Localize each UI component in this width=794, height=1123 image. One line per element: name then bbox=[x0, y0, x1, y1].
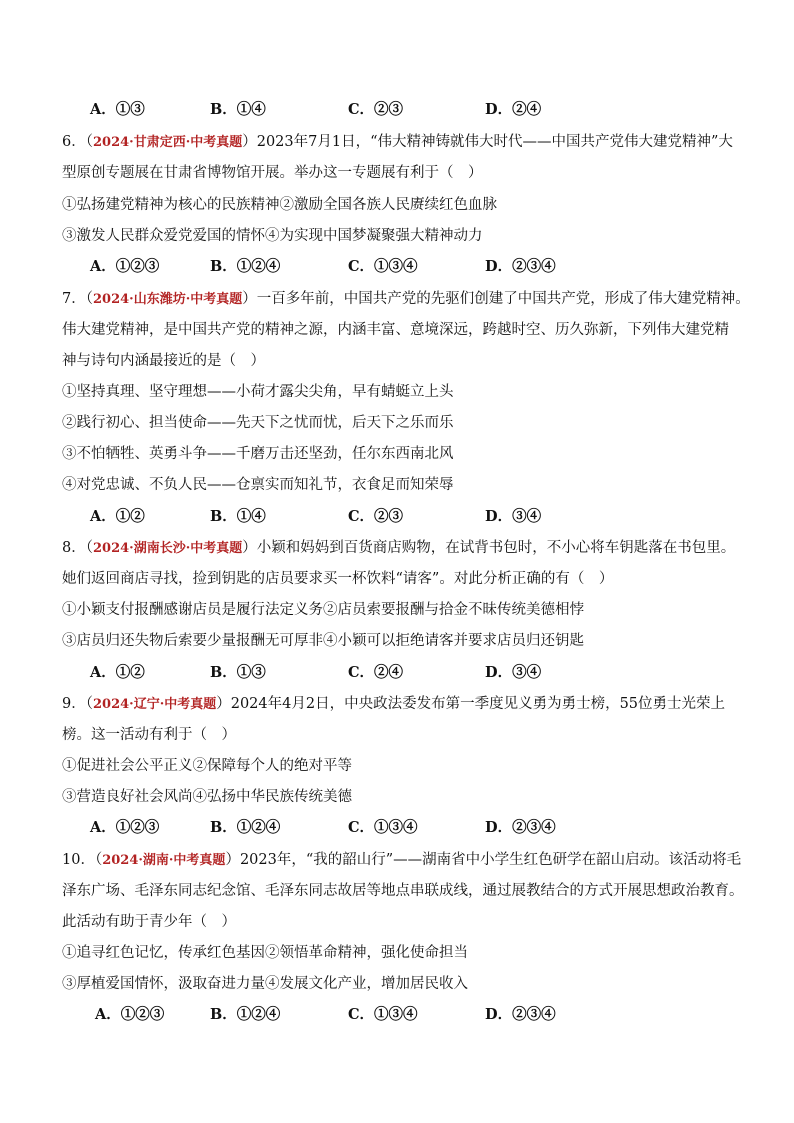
question-text: 2024年4月2日，中央政法委发布第一季度见义勇为勇士榜，55位勇士光荣上 bbox=[230, 696, 726, 712]
question-7-item-4: ④对党忠诚、不负人民——仓禀实而知礼节，衣食足而知荣辱 bbox=[62, 477, 454, 493]
question-text: 2023年7月1日，“伟大精神铸就伟大时代——中国共产党伟大建党精神”大 bbox=[256, 134, 733, 150]
question-7-option-a: A．①② bbox=[90, 508, 145, 525]
prev-option-c: C．②③ bbox=[348, 101, 404, 118]
question-number: 8． bbox=[62, 540, 86, 556]
question-8-option-b: B．①③ bbox=[210, 664, 266, 681]
question-7-stem-line-2: 伟大建党精神，是中国共产党的精神之源，内涵丰富、意境深远，跨越时空、历久弥新，下列伟大建党精 bbox=[62, 322, 729, 338]
question-source: 2024·湖南·中考真题 bbox=[102, 853, 226, 868]
question-source: 2024·辽宁·中考真题 bbox=[92, 697, 217, 712]
question-7-option-d: D．③④ bbox=[485, 508, 542, 525]
question-7-option-b: B．①④ bbox=[210, 508, 266, 525]
question-source: 2024·甘肃定西·中考真题 bbox=[92, 135, 243, 150]
prev-option-d: D．②④ bbox=[485, 101, 542, 118]
question-9-item-1: ①促进社会公平正义②保障每个人的绝对平等 bbox=[62, 758, 352, 774]
question-8-option-a: A．①② bbox=[90, 664, 145, 681]
question-6-item-2: ③激发人民群众爱党爱国的情怀④为实现中国梦凝聚强大精神动力 bbox=[62, 228, 483, 244]
question-7-option-c: C．②③ bbox=[348, 508, 404, 525]
question-6-item-1: ①弘扬建党精神为核心的民族精神②激励全国各族人民赓续红色血脉 bbox=[62, 197, 497, 213]
question-7-item-2: ②践行初心、担当使命——先天下之忧而忧，后天下之乐而乐 bbox=[62, 415, 454, 431]
question-source: 2024·山东潍坊·中考真题 bbox=[92, 292, 243, 307]
question-8-stem-line-1: 8．（2024·湖南长沙·中考真题）小颖和妈妈到百货商店购物，在试背书包时，不小心将车钥匙落在书包里。 bbox=[62, 540, 736, 556]
question-9-option-a: A．①②③ bbox=[90, 819, 160, 836]
question-8-option-c: C．②④ bbox=[348, 664, 404, 681]
question-6-option-b: B．①②④ bbox=[210, 258, 281, 275]
question-6-option-a: A．①②③ bbox=[90, 258, 160, 275]
question-8-item-2: ③店员归还失物后索要少量报酬无可厚非④小颖可以拒绝请客并要求店员归还钥匙 bbox=[62, 633, 584, 649]
question-9-item-2: ③营造良好社会风尚④弘扬中华民族传统美德 bbox=[62, 789, 352, 805]
question-9-option-d: D．②③④ bbox=[485, 819, 556, 836]
question-source: 2024·湖南长沙·中考真题 bbox=[92, 541, 243, 556]
question-7-item-3: ③不怕牺牲、英勇斗争——千磨万击还坚劲，任尔东西南北风 bbox=[62, 446, 454, 462]
question-10-option-b: B．①②④ bbox=[210, 1006, 281, 1023]
question-text: 一百多年前，中国共产党的先驱们创建了中国共产党，形成了伟大建党精神。 bbox=[256, 291, 750, 307]
question-number: 6． bbox=[62, 134, 86, 150]
question-10-option-d: D．②③④ bbox=[485, 1006, 556, 1023]
question-8-stem-line-2: 她们返回商店寻找，捡到钥匙的店员要求买一杯饮料“请客”。对此分析正确的有（ ） bbox=[62, 571, 614, 587]
question-10-item-1: ①追寻红色记忆，传承红色基因②领悟革命精神，强化使命担当 bbox=[62, 945, 468, 961]
question-9-stem-line-2: 榜。这一活动有利于（ ） bbox=[62, 727, 236, 743]
question-number: 9． bbox=[62, 696, 86, 712]
question-10-item-2: ③厚植爱国情怀，汲取奋进力量④发展文化产业，增加居民收入 bbox=[62, 976, 468, 992]
question-8-option-d: D．③④ bbox=[485, 664, 542, 681]
question-10-option-a: A．①②③ bbox=[95, 1006, 165, 1023]
question-text: 小颖和妈妈到百货商店购物，在试背书包时，不小心将车钥匙落在书包里。 bbox=[256, 540, 736, 556]
question-7-item-1: ①坚持真理、坚守理想——小荷才露尖尖角，早有蜻蜓立上头 bbox=[62, 384, 454, 400]
question-6-option-d: D．②③④ bbox=[485, 258, 556, 275]
question-9-option-c: C．①③④ bbox=[348, 819, 418, 836]
question-6-stem-line-2: 型原创专题展在甘肃省博物馆开展。举办这一专题展有利于（ ） bbox=[62, 165, 483, 181]
question-10-stem-line-3: 此活动有助于青少年（ ） bbox=[62, 914, 236, 930]
question-text: 2023年，“我的韶山行”——湖南省中小学生红色研学在韶山启动。该活动将毛 bbox=[239, 852, 742, 868]
question-10-stem-line-1: 10．（2024·湖南·中考真题）2023年，“我的韶山行”——湖南省中小学生红色研学在韶山启动。该活动将毛 bbox=[62, 852, 742, 868]
question-9-option-b: B．①②④ bbox=[210, 819, 281, 836]
question-8-item-1: ①小颖支付报酬感谢店员是履行法定义务②店员索要报酬与拾金不昧传统美德相悖 bbox=[62, 602, 584, 618]
question-9-stem-line-1: 9．（2024·辽宁·中考真题）2024年4月2日，中央政法委发布第一季度见义勇为勇士榜，55位勇士光荣上 bbox=[62, 696, 726, 712]
question-10-option-c: C．①③④ bbox=[348, 1006, 418, 1023]
question-number: 10． bbox=[62, 852, 95, 868]
prev-option-b: B．①④ bbox=[210, 101, 266, 118]
question-6-option-c: C．①③④ bbox=[348, 258, 418, 275]
question-7-stem-line-1: 7．（2024·山东潍坊·中考真题）一百多年前，中国共产党的先驱们创建了中国共产党，形成了伟大建党精神。 bbox=[62, 291, 750, 307]
question-7-stem-line-3: 神与诗句内涵最接近的是（ ） bbox=[62, 353, 265, 369]
question-6-stem-line-1: 6．（2024·甘肃定西·中考真题）2023年7月1日，“伟大精神铸就伟大时代——中国共产党伟大建党精神”大 bbox=[62, 134, 733, 150]
question-10-stem-line-2: 泽东广场、毛泽东同志纪念馆、毛泽东同志故居等地点串联成线，通过展教结合的方式开展思想政治教育。 bbox=[62, 883, 744, 899]
question-number: 7． bbox=[62, 291, 86, 307]
prev-option-a: A．①③ bbox=[90, 101, 145, 118]
